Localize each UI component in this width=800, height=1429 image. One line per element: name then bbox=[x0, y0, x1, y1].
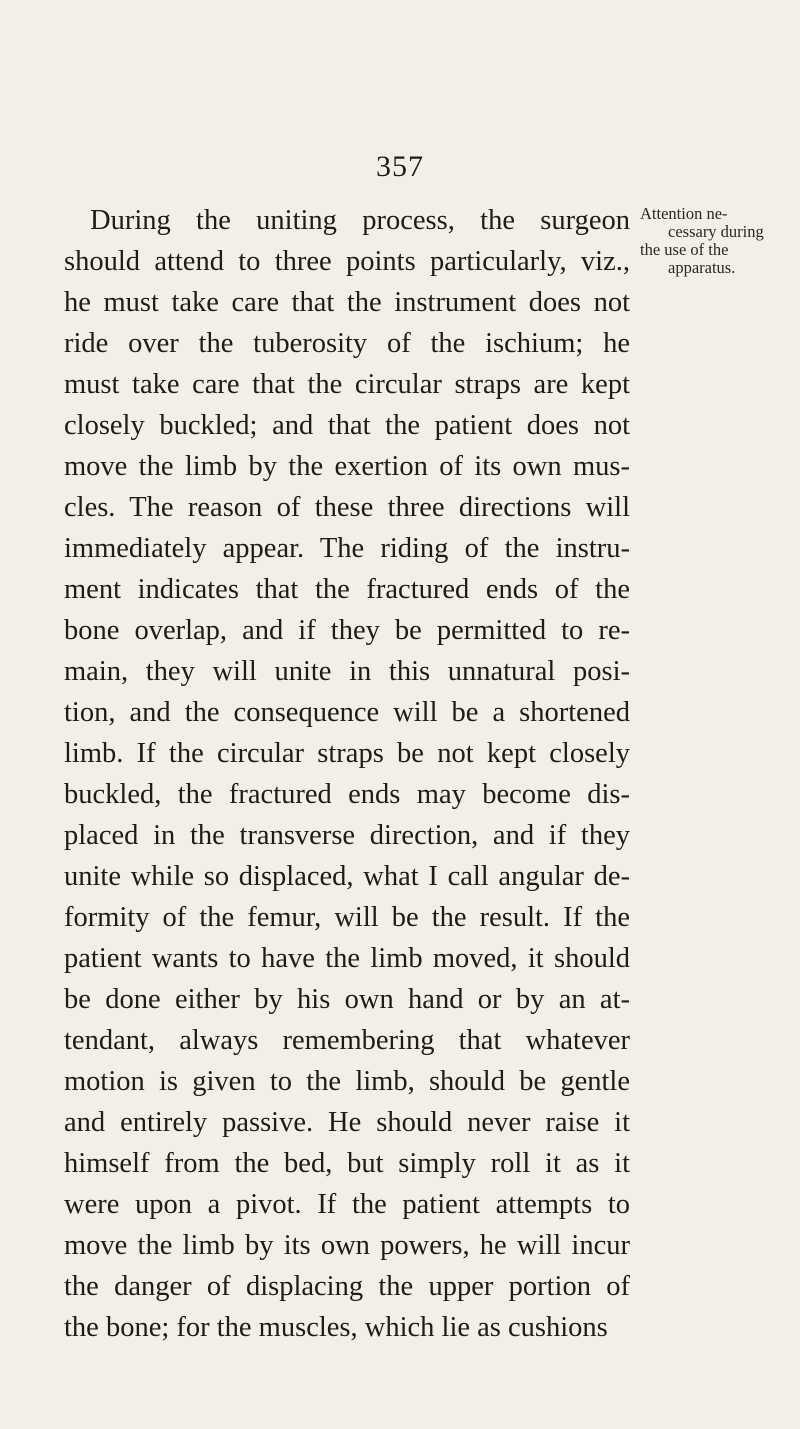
text-line: buckled, the fractured ends may become dis- bbox=[64, 779, 630, 810]
text-line: immediately appear. The riding of the instru- bbox=[64, 533, 630, 564]
text-line: formity of the femur, will be the result. If the bbox=[64, 902, 630, 933]
text-line: patient wants to have the limb moved, it should bbox=[64, 943, 630, 974]
text-line: the bone; for the muscles, which lie as cushions bbox=[64, 1312, 608, 1343]
marginal-note-line: the use of the bbox=[640, 240, 729, 259]
text-line: placed in the transverse direction, and if they bbox=[64, 820, 630, 851]
text-line: and entirely passive. He should never raise it bbox=[64, 1107, 630, 1138]
text-line: ment indicates that the fractured ends of the bbox=[64, 574, 630, 605]
text-line: should attend to three points particularly, viz., bbox=[64, 246, 630, 277]
text-line: were upon a pivot. If the patient attempts to bbox=[64, 1189, 630, 1220]
marginal-note-line: apparatus. bbox=[668, 258, 736, 277]
marginal-note-line: Attention ne- bbox=[640, 204, 728, 223]
marginal-note bbox=[640, 205, 790, 277]
text-line: must take care that the circular straps are kept bbox=[64, 369, 630, 400]
text-line: tion, and the consequence will be a shortened bbox=[64, 697, 630, 728]
text-line: ride over the tuberosity of the ischium; he bbox=[64, 328, 630, 359]
page-number: 357 bbox=[376, 150, 424, 183]
text-line: unite while so displaced, what I call angular de- bbox=[64, 861, 630, 892]
text-line: himself from the bed, but simply roll it as it bbox=[64, 1148, 630, 1179]
body-text bbox=[64, 200, 630, 1348]
marginal-note-line: cessary during bbox=[668, 222, 764, 241]
text-line: the danger of displacing the upper portion of bbox=[64, 1271, 630, 1302]
text-line: cles. The reason of these three directions will bbox=[64, 492, 630, 523]
text-line: limb. If the circular straps be not kept closely bbox=[64, 738, 630, 769]
text-line: bone overlap, and if they be permitted to re- bbox=[64, 615, 630, 646]
text-line: main, they will unite in this unnatural posi- bbox=[64, 656, 630, 687]
text-line: he must take care that the instrument does not bbox=[64, 287, 630, 318]
text-line: During the uniting process, the surgeon bbox=[90, 205, 630, 236]
text-line: tendant, always remembering that whatever bbox=[64, 1025, 630, 1056]
text-line: be done either by his own hand or by an at- bbox=[64, 984, 630, 1015]
text-line: move the limb by the exertion of its own mus- bbox=[64, 451, 630, 482]
text-line: motion is given to the limb, should be gentle bbox=[64, 1066, 630, 1097]
text-line: closely buckled; and that the patient does not bbox=[64, 410, 630, 441]
text-line: move the limb by its own powers, he will incur bbox=[64, 1230, 630, 1261]
